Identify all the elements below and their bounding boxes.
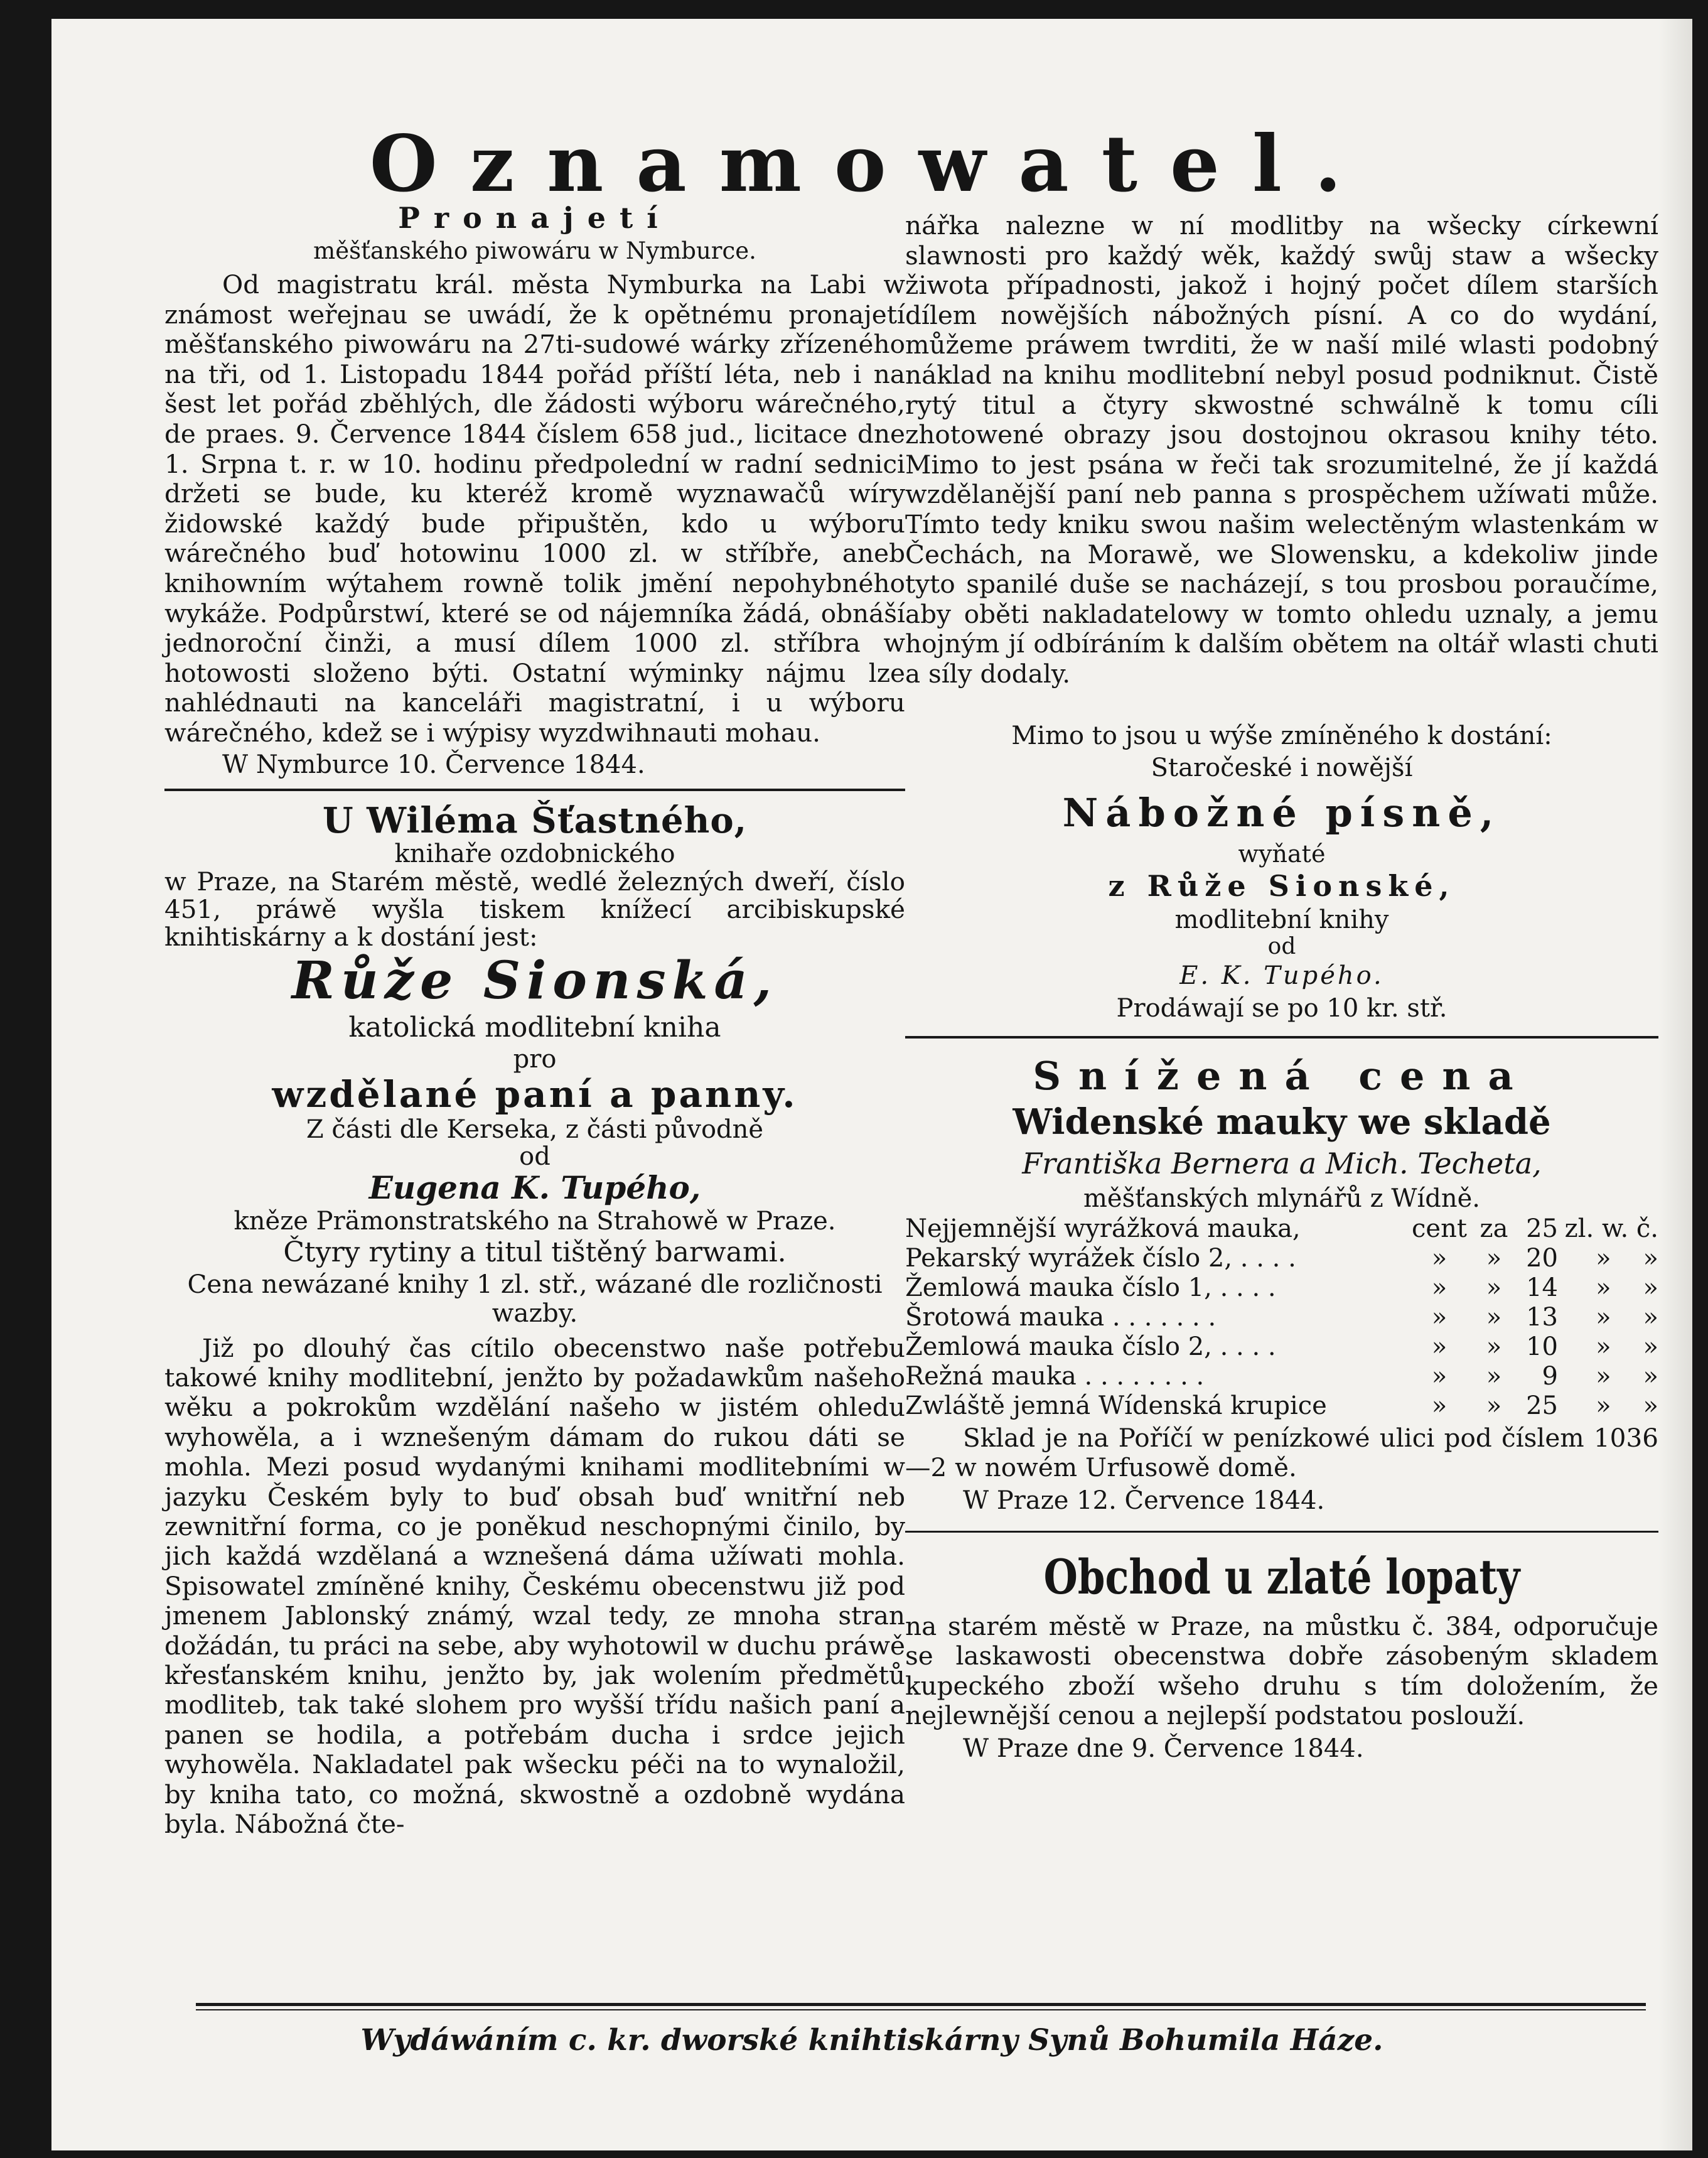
publisher-name: U Wiléma Šťastného,	[322, 799, 748, 841]
flour-price: 20	[1526, 1243, 1558, 1273]
leader-dots: . . . .	[1220, 1273, 1276, 1302]
leader-dots: . . . .	[1220, 1332, 1276, 1361]
ditto-mark: »	[1596, 1273, 1611, 1302]
flour-price: 25	[1526, 1391, 1558, 1420]
ditto-mark: »	[1596, 1361, 1611, 1391]
flour-row	[905, 1273, 1658, 1303]
flour-header-unit: zl. w. č.	[1564, 1214, 1658, 1243]
flour-storage: Sklad je na Poříčí w penízkowé ulici pod číslem 1036—2 w nowém Urfusowě domě.	[905, 1422, 1658, 1483]
page-title: Oznamowatel.	[369, 119, 1375, 210]
leader-dots: . . . .	[1240, 1243, 1296, 1273]
songs-price: Prodáwají se po 10 kr. stř.	[1116, 993, 1448, 1023]
flour-price: 10	[1526, 1332, 1558, 1361]
flour-price: 9	[1542, 1361, 1558, 1391]
flour-item: Pekarský wyrážek číslo 2,	[905, 1243, 1233, 1273]
book-audience: wzdělané paní a panny.	[272, 1072, 798, 1116]
ditto-mark: »	[1643, 1361, 1658, 1391]
shop-body: na starém městě w Praze, na můstku č. 384, odporučuje se laskawosti obecenstwa dobře zásobeným skladem kupeckého zboží wšeho druhu s tím doložením, že nejlewnější cenou a nejlepší podstatou poslouží.	[905, 1610, 1658, 1731]
pronajeti-date: W Nymburce 10. Července 1844.	[222, 750, 645, 779]
songs-author: E. K. Tupého.	[1179, 961, 1384, 990]
flour-header-cent: cent	[1412, 1214, 1467, 1243]
ditto-mark: »	[1431, 1302, 1448, 1332]
flour-header-name: Nejjemnější wyrážková mauka,	[905, 1214, 1301, 1243]
ditto-mark: »	[1486, 1361, 1502, 1391]
publisher-sub: knihaře ozdobnického	[394, 839, 675, 868]
pronajeti-heading: Pronajetí	[398, 201, 672, 235]
ditto-mark: »	[1486, 1332, 1502, 1361]
flour-item: Žemlowá mauka číslo 1,	[905, 1273, 1212, 1302]
flour-row	[905, 1332, 1658, 1362]
newspaper-page	[51, 19, 1692, 2150]
footer-rule-thick	[196, 2003, 1646, 2006]
songs-title: Nábožné písně,	[1062, 789, 1501, 836]
flour-header-za: za	[1480, 1214, 1508, 1243]
songs-source: z Růže Sionské,	[1108, 868, 1456, 903]
book-subtitle: katolická modlitební kniha	[348, 1011, 721, 1044]
ruze-intro: w Praze, na Starém městě, wedlé železných dweří, číslo 451, práwě wyšla tiskem knížecí arcibiskupské knihtiskárny a k dostání jest:	[164, 866, 905, 952]
ditto-mark: »	[1431, 1391, 1448, 1420]
ditto-mark: »	[1643, 1273, 1658, 1302]
songs-intro: Mimo to jsou u wýše zmíněného k dostání:	[1011, 721, 1552, 750]
ditto-mark: »	[1486, 1273, 1502, 1302]
shop-date: W Praze dne 9. Července 1844.	[963, 1734, 1364, 1764]
book-from: od	[519, 1141, 551, 1171]
ruze-body: Již po dlouhý čas cítilo obecenstwo naše potřebu takowé knihy modlitební, jenžto by požadawkům našeho wěku a pokrokům wzdělání našeho w jistém ohledu wyhowěla, a i wznešeným dámam do rukou dáti se mohla. Mezi posud wydanými knihami modlitebními w jazyku Českém byly to buď obsah buď wnitřní neb zewnitřní forma, co je poněkud neschopnými činilo, by jich každá wzdělaná a wznešená dáma užíwati mohla. Spisowatel zmíněné knihy, Českému obecenstwu již pod jmenem Jablonský známý, wzal tedy, ze mnoha stran dožádán, tu práci na sebe, aby wyhotowil w duchu práwě křesťanském knihu, jenžto by, jak wolením předmětů modliteb, tak také slohem pro wyšší třídu našich paní a panen se hodila, a potřebám ducha i srdce jejich wyhowěla. Nakladatel pak wšecku péči na to wynaložil, by kniha tato, co možná, skwostně a ozdobně wydána byla. Nábožná čte-	[164, 1332, 905, 1839]
right-column	[905, 201, 1658, 1766]
left-column	[164, 201, 905, 1839]
divider-rule	[164, 789, 905, 791]
flour-price: 13	[1526, 1302, 1558, 1332]
page-gutter-shadow	[1658, 19, 1692, 2150]
pronajeti-subheading: měšťanského piwowáru w Nymburce.	[313, 237, 756, 264]
flour-price: 14	[1526, 1273, 1558, 1302]
flour-table-header	[905, 1214, 1658, 1244]
book-author: Eugena K. Tupého,	[368, 1168, 701, 1206]
flour-item: Šrotowá mauka	[905, 1302, 1105, 1332]
ditto-mark: »	[1486, 1302, 1502, 1332]
printer-imprint: Wydáwáním c. kr. dworské knihtiskárny Synů Bohumila Háze.	[360, 2023, 1383, 2058]
shop-title: Obchod u zlaté lopaty	[1043, 1548, 1520, 1605]
ditto-mark: »	[1596, 1243, 1611, 1273]
ditto-mark: »	[1643, 1332, 1658, 1361]
ditto-mark: »	[1431, 1332, 1448, 1361]
book-illustrations: Čtyry rytiny a titul tištěný barwami.	[283, 1236, 787, 1268]
ditto-mark: »	[1486, 1391, 1502, 1420]
book-title: Růže Sionská,	[291, 950, 778, 1011]
flour-item: Režná mauka	[905, 1361, 1077, 1391]
ditto-mark: »	[1643, 1391, 1658, 1420]
songs-line2: Staročeské i nowější	[1151, 753, 1413, 782]
songs-line4: wyňaté	[1238, 839, 1326, 868]
songs-line6: modlitební knihy	[1174, 905, 1389, 934]
footer-double-rule	[196, 2003, 1646, 2010]
flour-row	[905, 1244, 1658, 1273]
flour-price-table	[905, 1214, 1658, 1421]
ditto-mark: »	[1596, 1391, 1611, 1420]
flour-subheading: Widenské mauky we skladě	[1012, 1101, 1551, 1143]
flour-row	[905, 1303, 1658, 1332]
ditto-mark: »	[1643, 1243, 1658, 1273]
ditto-mark: »	[1486, 1243, 1502, 1273]
divider-rule	[905, 1036, 1658, 1039]
ditto-mark: »	[1431, 1243, 1448, 1273]
flour-row	[905, 1391, 1658, 1421]
flour-sellers-sub: měšťanských mlynářů z Wídně.	[1083, 1184, 1481, 1213]
flour-heading: Snížená cena	[1033, 1052, 1531, 1099]
flour-item: Žemlowá mauka číslo 2,	[905, 1332, 1212, 1361]
leader-dots: . . . . . . .	[1112, 1302, 1217, 1332]
ditto-mark: »	[1596, 1332, 1611, 1361]
flour-header-price: 25	[1526, 1214, 1558, 1243]
pronajeti-body: Od magistratu král. města Nymburka na Labi w známost weřejnau se uwádí, že k opětnému pronajetí měšťanského piwowáru na 27ti-sudowé wárky zřízeného na tři, od 1. Listopadu 1844 pořád příští léta, neb i na šest let pořád zběhlých, dle žádosti wýboru wárečného, de praes. 9. Července 1844 číslem 658 jud., licitace dne 1. Srpna t. r. w 10. hodinu předpolední w radní sednici držeti se bude, ku kteréž kromě wyznawačů wíry židowské každý bude připuštěn, kdo u wýboru wárečného buď hotowinu 1000 zl. w stříbře, aneb knihowním wýtahem rowně tolik jmění nepohybného wykáže. Podpůrstwí, které se od nájemníka žádá, obnáší jednoroční činži, a musí dílem 1000 zl. stříbra w hotowosti složeno býti. Ostatní wýminky nájmu lze nahlédnauti na kanceláři magistratní, i u wýboru wárečného, kdež se i wýpisy wyzdwihnauti mohau.	[164, 269, 905, 748]
book-for: pro	[513, 1044, 557, 1074]
ruze-continuation: nářka nalezne w ní modlitby na wšecky církewní slawnosti pro každý wěk, každý swůj staw a wšecky žiwota případnosti, jakož i hojný počet dílem starších dílem nowějších nábožných písní. A co do wydání, můžeme práwem twrditi, že w naší milé wlasti podobný náklad na knihu modlitební nebyl posud podniknut. Čistě rytý titul a čtyry skwostné schwálně k tomu cíli zhotowené obrazy jsou dostojnou okrasou knihy této. Mimo to jest psána w řeči tak srozumitelné, že jí každá wzdělanější paní neb panna s prospěchem užíwati může. Tímto tedy kniku swou našim welectěným wlastenkám w Čechách, na Morawě, we Slowensku, a kdekoliw jinde tyto spanilé duše se nacházejí, s tou prosbou poraučíme, aby oběti nakladatelowy w tomto ohledu uznaly, a jemu hojným jí odbíráním k dalším obětem na oltář wlasti chuti a síly dodaly.	[905, 210, 1658, 689]
flour-row	[905, 1362, 1658, 1391]
footer-rule-thin	[196, 2009, 1646, 2010]
book-source: Z části dle Kerseka, z části původně	[306, 1114, 764, 1144]
ditto-mark: »	[1596, 1302, 1611, 1332]
flour-date: W Praze 12. Července 1844.	[963, 1486, 1325, 1515]
book-price: Cena newázané knihy 1 zl. stř., wázané dle rozličnosti wazby.	[187, 1268, 883, 1328]
ditto-mark: »	[1643, 1302, 1658, 1332]
flour-item: Zwláště jemná Wídenská krupice	[905, 1391, 1327, 1420]
leader-dots: . . . . . . . .	[1084, 1361, 1205, 1391]
divider-rule	[905, 1531, 1658, 1533]
ditto-mark: »	[1431, 1361, 1448, 1391]
songs-line7: od	[1267, 933, 1296, 959]
flour-sellers: Františka Bernera a Mich. Techeta,	[1022, 1146, 1542, 1180]
book-author-sub: kněze Prämonstratského na Strahowě w Praze.	[234, 1206, 836, 1236]
ditto-mark: »	[1431, 1273, 1448, 1302]
